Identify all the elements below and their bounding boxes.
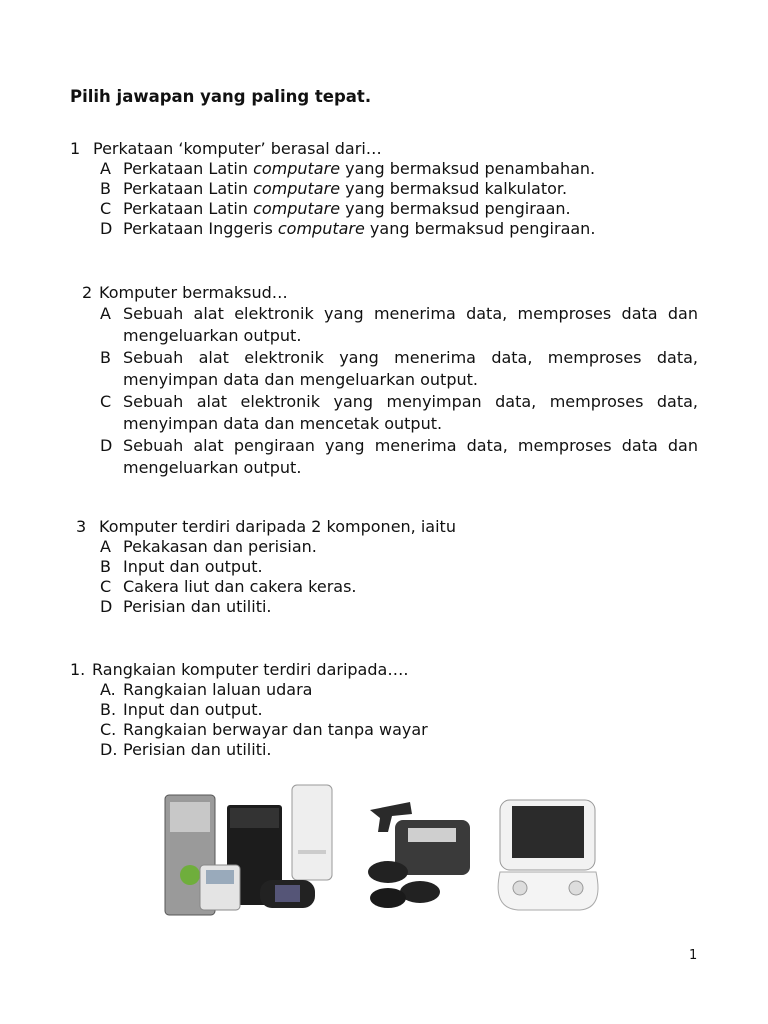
option-c (70, 577, 698, 597)
option-letter: C (100, 199, 112, 218)
retro-console-gun-image (368, 802, 470, 908)
question-4 (70, 660, 698, 760)
option-letter: B (100, 348, 111, 367)
option-text: Sebuah alat pengiraan yang menerima data, memproses data dan mengeluarkan output. (123, 436, 698, 477)
option-b (70, 179, 698, 199)
question-number: 1 (70, 139, 81, 158)
question-1 (70, 139, 698, 239)
page-number: 1 (689, 948, 698, 963)
option-letter: B. (100, 700, 117, 719)
option-a (70, 159, 698, 179)
option-c (70, 391, 698, 435)
option-text: Pekakasan dan perisian. (123, 537, 317, 556)
option-text: Rangkaian berwayar dan tanpa wayar (123, 720, 428, 739)
question-number: 1. (70, 660, 86, 679)
handheld-console-image (498, 800, 598, 910)
option-letter: A (100, 159, 111, 178)
option-letter: D. (100, 740, 118, 759)
option-b (70, 700, 698, 720)
option-text: Perkataan Latin computare yang bermaksud penambahan. (123, 159, 596, 178)
option-a (70, 680, 698, 700)
option-c (70, 720, 698, 740)
option-letter: B (100, 557, 111, 576)
option-a (70, 537, 698, 557)
option-text: Input dan output. (123, 557, 263, 576)
option-letter: C (100, 577, 112, 596)
option-b (70, 347, 698, 391)
option-letter: A (100, 537, 111, 556)
option-d (70, 435, 698, 479)
option-text: Sebuah alat elektronik yang menyimpan data, memproses data, menyimpan data dan mencetak output. (123, 392, 698, 433)
question-number: 2 (82, 283, 93, 302)
option-d (70, 740, 698, 760)
option-d (70, 597, 698, 617)
question-3 (70, 517, 698, 617)
option-letter: D (100, 597, 113, 616)
option-text: Input dan output. (123, 700, 263, 719)
option-c (70, 199, 698, 219)
question-2 (70, 283, 698, 479)
question-stem (70, 139, 698, 159)
question-text: Perkataan ‘komputer’ berasal dari… (93, 139, 382, 158)
option-text: Perisian dan utiliti. (123, 740, 272, 759)
option-b (70, 557, 698, 577)
option-text: Perkataan Inggeris computare yang bermaksud pengiraan. (123, 219, 596, 238)
option-text: Perkataan Latin computare yang bermaksud pengiraan. (123, 199, 571, 218)
option-text: Sebuah alat elektronik yang menerima data, memproses data dan mengeluarkan output. (123, 304, 698, 345)
question-stem (70, 517, 698, 537)
question-stem (70, 660, 698, 680)
question-text: Komputer terdiri daripada 2 komponen, iaitu (99, 517, 456, 536)
question-number: 3 (76, 517, 87, 536)
question-text: Rangkaian komputer terdiri daripada…. (92, 660, 409, 679)
question-text: Komputer bermaksud… (99, 283, 288, 302)
game-consoles-image (165, 785, 332, 915)
option-letter: A (100, 304, 111, 323)
device-images (160, 780, 610, 920)
option-letter: D (100, 436, 113, 455)
option-text: Rangkaian laluan udara (123, 680, 313, 699)
option-text: Cakera liut dan cakera keras. (123, 577, 357, 596)
question-stem (70, 283, 698, 303)
instruction-title: Pilih jawapan yang paling tepat. (70, 87, 372, 106)
option-text: Perkataan Latin computare yang bermaksud kalkulator. (123, 179, 568, 198)
option-text: Perisian dan utiliti. (123, 597, 272, 616)
option-a (70, 303, 698, 347)
option-letter: A. (100, 680, 116, 699)
option-letter: B (100, 179, 111, 198)
option-text: Sebuah alat elektronik yang menerima data, memproses data, menyimpan data dan mengeluarkan output. (123, 348, 698, 389)
option-letter: D (100, 219, 113, 238)
option-letter: C (100, 392, 112, 411)
option-letter: C. (100, 720, 117, 739)
option-d (70, 219, 698, 239)
